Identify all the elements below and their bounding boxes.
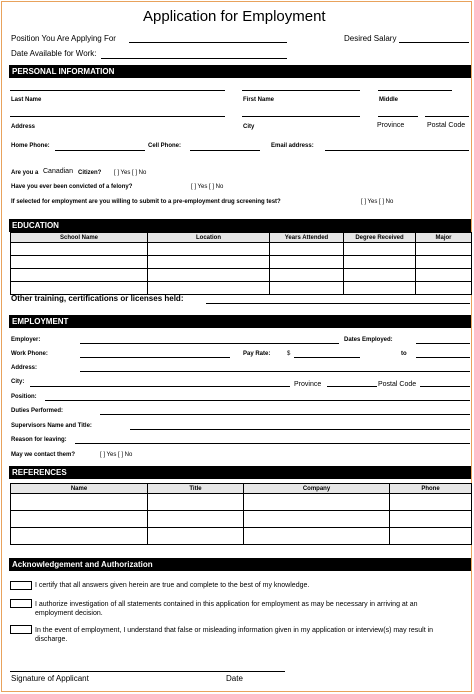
table-cell[interactable] (11, 282, 148, 295)
table-row (11, 282, 472, 295)
emp-city-label: City: (11, 379, 25, 385)
signature-label: Signature of Applicant (11, 674, 89, 683)
table-cell[interactable] (390, 494, 472, 511)
other-training-label: Other training, certifications or licenses held: (11, 294, 184, 303)
other-training-field[interactable] (206, 303, 470, 304)
felony-options[interactable]: [ ] Yes [ ] No (191, 184, 224, 190)
postal-code-label: Postal Code (427, 122, 466, 129)
province-field[interactable] (378, 116, 418, 117)
felony-question: Have you ever been convicted of a felony? (11, 184, 133, 190)
dates-employed-field[interactable] (416, 343, 470, 344)
emp-address-field[interactable] (80, 371, 470, 372)
table-cell[interactable] (416, 243, 472, 256)
postal-code-field[interactable] (425, 116, 469, 117)
address-field[interactable] (10, 116, 225, 117)
col-ref-name: Name (11, 484, 148, 494)
home-phone-field[interactable] (55, 150, 145, 151)
col-degree-received: Degree Received (344, 233, 416, 243)
emp-address-label: Address: (11, 365, 38, 371)
col-major: Major (416, 233, 472, 243)
personal-info-header: PERSONAL INFORMATION (9, 65, 471, 78)
references-header: REFERENCES (9, 466, 471, 479)
to-label: to (401, 351, 407, 357)
citizen-question-b: Canadian (43, 168, 73, 175)
table-row (11, 269, 472, 282)
home-phone-label: Home Phone: (11, 143, 50, 149)
middle-label: Middle (379, 97, 398, 103)
references-table (10, 483, 472, 545)
authorize-text: I authorize investigation of all statements contained in this application for employment as may be necessary in arriving at an employment decision. (35, 601, 418, 617)
emp-position-label: Position: (11, 394, 37, 400)
table-row (11, 511, 472, 528)
table-cell[interactable] (344, 243, 416, 256)
to-date-field[interactable] (416, 357, 470, 358)
cell-phone-label: Cell Phone: (148, 143, 182, 149)
table-cell[interactable] (148, 243, 270, 256)
certify-checkbox[interactable] (10, 581, 32, 590)
table-cell[interactable] (11, 494, 148, 511)
table-cell[interactable] (11, 256, 148, 269)
emp-city-field[interactable] (30, 386, 290, 387)
table-cell[interactable] (148, 511, 244, 528)
contact-question: May we contact them? (11, 452, 76, 458)
table-row (11, 243, 472, 256)
table-cell[interactable] (244, 511, 390, 528)
position-field[interactable] (129, 42, 287, 43)
table-cell[interactable] (270, 256, 344, 269)
table-cell[interactable] (148, 282, 270, 295)
table-cell[interactable] (11, 511, 148, 528)
table-cell[interactable] (148, 269, 270, 282)
table-cell[interactable] (148, 494, 244, 511)
address-label: Address (11, 124, 36, 130)
table-cell[interactable] (416, 269, 472, 282)
table-cell[interactable] (270, 269, 344, 282)
date-available-field[interactable] (101, 58, 287, 59)
email-label: Email address: (271, 143, 314, 149)
last-name-label: Last Name (11, 97, 42, 103)
col-location: Location (148, 233, 270, 243)
reason-label: Reason for leaving: (11, 437, 67, 443)
middle-field[interactable] (378, 90, 452, 91)
table-row (11, 528, 472, 545)
authorize-checkbox[interactable] (10, 599, 32, 608)
duties-field[interactable] (100, 414, 470, 415)
contact-options[interactable]: [ ] Yes [ ] No (100, 452, 133, 458)
citizen-question-a: Are you a (11, 170, 39, 176)
discharge-checkbox[interactable] (10, 625, 32, 634)
drug-test-options[interactable]: [ ] Yes [ ] No (361, 199, 394, 205)
salary-field[interactable] (399, 42, 469, 43)
email-field[interactable] (325, 150, 469, 151)
table-cell[interactable] (244, 494, 390, 511)
drug-test-question: If selected for employment are you willing to submit to a pre-employment drug screening test? (11, 199, 281, 205)
certify-text: I certify that all answers given herein are true and complete to the best of my knowledge. (35, 582, 310, 589)
education-header: EDUCATION (9, 219, 471, 232)
table-cell[interactable] (390, 528, 472, 545)
table-cell[interactable] (148, 528, 244, 545)
supervisor-label: Supervisors Name and Title: (11, 423, 92, 429)
salary-label: Desired Salary (344, 34, 397, 43)
pay-rate-label: Pay Rate: (243, 351, 271, 357)
first-name-field[interactable] (242, 90, 360, 91)
table-row (11, 494, 472, 511)
pay-rate-field[interactable] (294, 357, 360, 358)
emp-province-field[interactable] (327, 386, 377, 387)
province-label: Province (377, 122, 405, 129)
employer-field[interactable] (80, 343, 339, 344)
col-years-attended: Years Attended (270, 233, 344, 243)
education-header-row (11, 233, 472, 243)
employer-label: Employer: (11, 337, 41, 343)
work-phone-field[interactable] (80, 357, 230, 358)
table-cell[interactable] (344, 269, 416, 282)
education-table (10, 232, 472, 295)
emp-postal-label: Postal Code (378, 381, 417, 388)
table-cell[interactable] (244, 528, 390, 545)
reason-field[interactable] (75, 443, 470, 444)
work-phone-label: Work Phone: (11, 351, 48, 357)
table-cell[interactable] (416, 256, 472, 269)
date-available-label: Date Available for Work: (11, 49, 97, 58)
acknowledgement-header: Acknowledgement and Authorization (9, 558, 471, 571)
table-cell[interactable] (11, 528, 148, 545)
table-cell[interactable] (390, 511, 472, 528)
table-cell[interactable] (270, 282, 344, 295)
table-cell[interactable] (344, 282, 416, 295)
table-row (11, 256, 472, 269)
emp-postal-field[interactable] (420, 386, 470, 387)
last-name-field[interactable] (10, 90, 225, 91)
citizen-question-c: Citizen? (78, 170, 102, 176)
employment-header: EMPLOYMENT (9, 315, 471, 328)
dollar-sign: $ (287, 351, 291, 357)
table-cell[interactable] (416, 282, 472, 295)
table-cell[interactable] (148, 256, 270, 269)
city-label: City (243, 124, 255, 130)
dates-employed-label: Dates Employed: (344, 337, 393, 343)
emp-position-field[interactable] (45, 400, 470, 401)
col-ref-company: Company (244, 484, 390, 494)
discharge-text: In the event of employment, I understand that false or misleading information given in my application or interview(s) may result in discharge. (35, 627, 434, 643)
duties-label: Duties Performed: (11, 408, 64, 414)
date-label: Date (226, 674, 243, 683)
page-title: Application for Employment (143, 8, 326, 25)
position-label: Position You Are Applying For (11, 34, 116, 43)
table-cell[interactable] (344, 256, 416, 269)
table-cell[interactable] (11, 243, 148, 256)
col-school-name: School Name (11, 233, 148, 243)
emp-province-label: Province (294, 381, 322, 388)
first-name-label: First Name (243, 97, 275, 103)
table-cell[interactable] (11, 269, 148, 282)
city-field[interactable] (242, 116, 360, 117)
signature-field[interactable] (10, 671, 285, 672)
supervisor-field[interactable] (130, 429, 470, 430)
col-ref-phone: Phone (390, 484, 472, 494)
citizen-options[interactable]: [ ] Yes [ ] No (114, 170, 147, 176)
col-ref-title: Title (148, 484, 244, 494)
references-header-row (11, 484, 472, 494)
table-cell[interactable] (270, 243, 344, 256)
cell-phone-field[interactable] (190, 150, 260, 151)
